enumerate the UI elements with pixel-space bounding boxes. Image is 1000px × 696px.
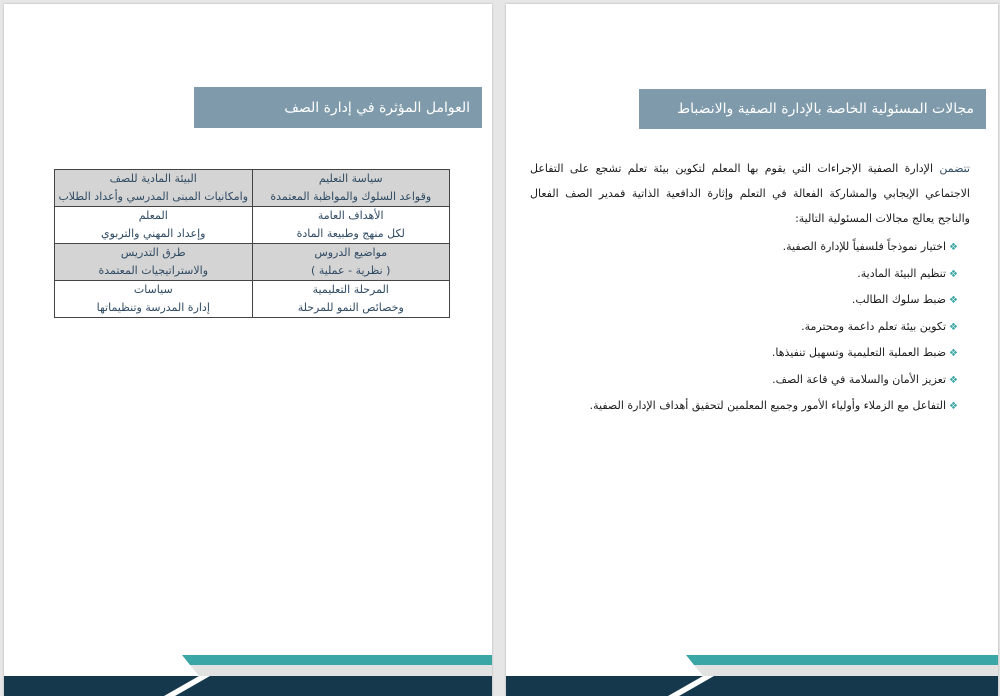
cell-subtitle: وإعداد المهني والتربوي — [101, 227, 206, 240]
cell-title: المعلم — [138, 209, 168, 222]
cell-title: البيئة المادية للصف — [109, 172, 197, 185]
table-cell — [252, 170, 450, 207]
responsibility-title-banner — [639, 89, 986, 129]
list-item-text: اختيار نموذجاً فلسفياً للإدارة الصفية. — [782, 240, 947, 253]
cell-title: الأهداف العامة — [317, 209, 384, 222]
diamond-bullet-icon: ❖ — [949, 374, 958, 386]
intro-paragraph — [530, 156, 970, 231]
list-item — [530, 261, 958, 288]
table-cell — [55, 244, 253, 281]
cell-subtitle: إدارة المدرسة وتنظيماتها — [96, 301, 210, 314]
table-row — [55, 170, 450, 207]
table-cell — [55, 207, 253, 244]
table-row — [55, 244, 450, 281]
cell-title: المرحلة التعليمية — [312, 283, 389, 296]
cell-subtitle: لكل منهج وطبيعة المادة — [296, 227, 405, 240]
footer-decoration — [4, 652, 492, 696]
list-item — [530, 340, 958, 367]
list-item — [530, 234, 958, 261]
list-item — [530, 393, 958, 420]
list-item-text: تكوين بيئة تعلم داعمة ومحترمة. — [801, 319, 947, 333]
intro-text: الإدارة الصفية الإجراءات التي يقوم بها المعلم لتكوين بيئة تعلم تشجع على التفاعل الاجتماعي الإيجابي والمشاركة الفعالة في التعلم وإثارة الدافعية الذاتية فمدير الصف الفعال والناجح يعالج مجالات المسئولية التالية: — [530, 162, 970, 225]
cell-subtitle: والاستراتيجيات المعتمدة — [98, 264, 209, 277]
table-row — [55, 207, 450, 244]
list-item-text: ضبط سلوك الطالب. — [851, 293, 947, 306]
list-item — [530, 314, 958, 341]
cell-title: سياسة التعليم — [318, 172, 383, 185]
list-item-text: تعزيز الأمان والسلامة في قاعة الصف. — [772, 372, 947, 386]
table-cell — [55, 170, 253, 207]
responsibility-title: مجالات المسئولية الخاصة بالإدارة الصفية والانضباط — [677, 101, 974, 117]
factors-table — [54, 169, 450, 318]
cell-title: طرق التدريس — [120, 246, 186, 259]
diamond-bullet-icon: ❖ — [949, 295, 958, 306]
cell-subtitle: وخصائص النمو للمرحلة — [297, 301, 404, 314]
factors-title: العوامل المؤثرة في إدارة الصف — [284, 99, 470, 116]
cell-title: سياسات — [133, 283, 173, 296]
table-cell — [252, 281, 450, 318]
cell-subtitle: وقواعد السلوك والمواظبة المعتمدة — [270, 190, 432, 203]
list-item-text: ضبط العملية التعليمية وتسهيل تنفيذها. — [771, 346, 947, 359]
factors-title-banner — [194, 87, 482, 128]
cell-subtitle: وامكانيات المبنى المدرسي وأعداد الطلاب — [58, 190, 249, 203]
diamond-bullet-icon: ❖ — [949, 242, 958, 253]
right-page — [506, 4, 998, 696]
table-cell — [252, 207, 450, 244]
diamond-bullet-icon: ❖ — [949, 401, 958, 412]
list-item-text: تنظيم البيئة المادية. — [857, 266, 947, 280]
diamond-bullet-icon: ❖ — [949, 321, 958, 333]
table-cell — [55, 281, 253, 318]
footer-decoration — [506, 652, 998, 696]
cell-title: مواضيع الدروس — [314, 246, 388, 259]
list-item — [530, 287, 958, 314]
list-item-text: التفاعل مع الزملاء وأولياء الأمور وجميع المعلمين لتحقيق أهداف الإدارة الصفية. — [589, 399, 947, 412]
table-row — [55, 281, 450, 318]
left-page — [4, 4, 492, 696]
list-item — [530, 367, 958, 394]
responsibility-list — [530, 234, 958, 420]
intro-first-word: تتضمن — [939, 162, 970, 175]
cell-subtitle: ( نظرية - عملية ) — [311, 264, 391, 277]
table-cell — [252, 244, 450, 281]
diamond-bullet-icon: ❖ — [949, 268, 958, 280]
diamond-bullet-icon: ❖ — [949, 348, 958, 359]
